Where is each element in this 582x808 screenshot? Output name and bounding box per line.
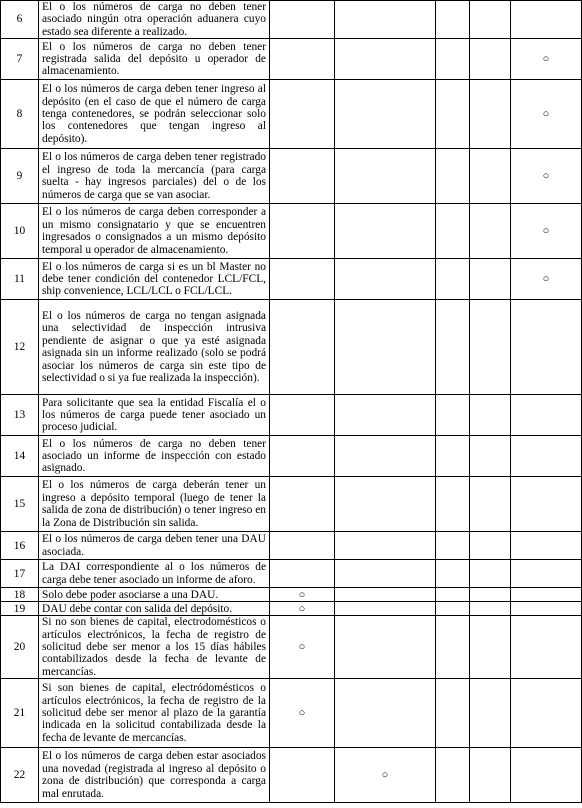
- check-cell: ○: [270, 679, 335, 748]
- check-cell: [470, 602, 511, 616]
- table-row: [1, 39, 582, 80]
- check-cell: ○: [511, 204, 582, 259]
- check-cell: ○: [511, 149, 582, 204]
- row-description: Para solicitante que sea la entidad Fiscalía el o los números de carga puede tener asociado un proceso judicial.: [39, 395, 270, 436]
- check-cell: [511, 748, 582, 803]
- check-cell: [270, 80, 335, 149]
- check-cell: ○: [511, 39, 582, 80]
- check-cell: [470, 679, 511, 748]
- row-description: Solo debe poder asociarse a una DAU.: [39, 588, 270, 602]
- check-cell: [270, 300, 335, 395]
- check-cell: [470, 204, 511, 259]
- check-cell: [436, 602, 470, 616]
- check-cell: [335, 477, 436, 532]
- check-cell: [511, 602, 582, 616]
- row-description: Si son bienes de capital, electródomésticos o artículos electrónicos, la fecha de registro de la solicitud debe ser menor al plazo de la garantía indicada en la solicitud contabilizada desde la fecha de levante de mercancías.: [39, 679, 270, 748]
- row-number: 14: [1, 436, 39, 477]
- check-cell: [511, 436, 582, 477]
- check-cell: [335, 532, 436, 560]
- check-cell: [470, 259, 511, 300]
- check-cell: [436, 436, 470, 477]
- row-description: El o los números de carga deben estar asociados una novedad (registrada al ingreso al depósito o zona de distribución) que corresponda a carga mal enrutada.: [39, 748, 270, 803]
- check-cell: [470, 300, 511, 395]
- check-cell: [470, 1, 511, 39]
- check-cell: [270, 39, 335, 80]
- row-number: 22: [1, 748, 39, 803]
- row-description: La DAI correspondiente al o los números de carga debe tener asociado un informe de aforo.: [39, 560, 270, 588]
- check-cell: [270, 149, 335, 204]
- table-body: [1, 1, 582, 803]
- check-cell: [436, 477, 470, 532]
- check-cell: [270, 477, 335, 532]
- row-description: El o los números de carga deben corresponder a un mismo consignatario y que se encuentren ingresados o consignados a un mismo depósito temporal u operador de almacenamiento.: [39, 204, 270, 259]
- table-row: [1, 259, 582, 300]
- check-cell: [436, 204, 470, 259]
- check-cell: [470, 149, 511, 204]
- table-row: [1, 679, 582, 748]
- check-cell: [270, 532, 335, 560]
- check-cell: [511, 477, 582, 532]
- row-number: 11: [1, 259, 39, 300]
- check-cell: [270, 1, 335, 39]
- row-description: DAU debe contar con salida del depósito.: [39, 602, 270, 616]
- row-description: El o los números de carga si es un bl Master no debe tener condición del contenedor LCL/FCL, ship convenience, LCL/LCL o FCL/LCL.: [39, 259, 270, 300]
- check-cell: [470, 616, 511, 679]
- check-cell: [470, 80, 511, 149]
- check-cell: [436, 395, 470, 436]
- check-cell: [511, 588, 582, 602]
- check-cell: [436, 149, 470, 204]
- row-number: 20: [1, 616, 39, 679]
- check-cell: [436, 532, 470, 560]
- check-cell: [335, 588, 436, 602]
- table-row: [1, 300, 582, 395]
- check-cell: [270, 560, 335, 588]
- row-number: 6: [1, 1, 39, 39]
- check-cell: [335, 149, 436, 204]
- table-row: [1, 477, 582, 532]
- check-cell: [470, 748, 511, 803]
- check-cell: [335, 80, 436, 149]
- row-description: El o los números de carga deben tener registrado el ingreso de toda la mercancía (para carga suelta - hay ingresos parciales) del o de los números de carga que se van asociar.: [39, 149, 270, 204]
- row-number: 13: [1, 395, 39, 436]
- check-cell: [511, 395, 582, 436]
- check-cell: [470, 477, 511, 532]
- check-cell: [436, 80, 470, 149]
- check-cell: [335, 204, 436, 259]
- row-number: 8: [1, 80, 39, 149]
- row-description: El o los números de carga no deben tener asociado ningún otra operación aduanera cuyo estado sea diferente a realizado.: [39, 1, 270, 39]
- row-number: 16: [1, 532, 39, 560]
- check-cell: [470, 588, 511, 602]
- check-cell: [270, 204, 335, 259]
- check-cell: ○: [270, 588, 335, 602]
- row-number: 15: [1, 477, 39, 532]
- check-cell: [436, 39, 470, 80]
- table-row: [1, 204, 582, 259]
- row-number: 9: [1, 149, 39, 204]
- check-cell: ○: [335, 748, 436, 803]
- table-row: [1, 588, 582, 602]
- check-cell: [470, 395, 511, 436]
- check-cell: [335, 560, 436, 588]
- row-number: 7: [1, 39, 39, 80]
- check-cell: [511, 1, 582, 39]
- check-cell: [436, 748, 470, 803]
- table-row: [1, 436, 582, 477]
- check-cell: [335, 602, 436, 616]
- row-number: 19: [1, 602, 39, 616]
- check-cell: [335, 395, 436, 436]
- check-cell: [436, 560, 470, 588]
- check-cell: ○: [270, 616, 335, 679]
- row-description: El o los números de carga deberán tener un ingreso a depósito temporal (luego de tener la salida de zona de distribución) o tener ingreso en la Zona de Distribución sin salida.: [39, 477, 270, 532]
- check-cell: [270, 748, 335, 803]
- check-cell: [335, 679, 436, 748]
- row-description: El o los números de carga deben tener ingreso al depósito (en el caso de que el número de carga tenga contenedores, se podrán seleccionar solo los contenedores que tengan ingreso al depósito).: [39, 80, 270, 149]
- table-row: [1, 602, 582, 616]
- check-cell: ○: [270, 602, 335, 616]
- row-number: 17: [1, 560, 39, 588]
- check-cell: [436, 1, 470, 39]
- check-cell: [511, 560, 582, 588]
- check-cell: [511, 616, 582, 679]
- check-cell: [436, 679, 470, 748]
- check-cell: [335, 39, 436, 80]
- table-row: [1, 1, 582, 39]
- table-row: [1, 80, 582, 149]
- check-cell: [335, 1, 436, 39]
- check-cell: ○: [511, 80, 582, 149]
- check-cell: [335, 300, 436, 395]
- row-description: El o los números de carga no tengan asignada una selectividad de inspección intrusiva pendiente de asignar o que ya esté asignada asignada sin un informe realizado (solo se podrá asociar los números de carga sin este tipo de selectividad o si ya fue realizada la inspección).: [39, 300, 270, 395]
- check-cell: [470, 560, 511, 588]
- table-row: [1, 748, 582, 803]
- check-cell: [335, 259, 436, 300]
- row-number: 21: [1, 679, 39, 748]
- row-description: El o los números de carga deben tener una DAU asociada.: [39, 532, 270, 560]
- table-row: [1, 560, 582, 588]
- table-row: [1, 532, 582, 560]
- row-description: El o los números de carga no deben tener asociado un informe de inspección con estado asignado.: [39, 436, 270, 477]
- row-description: Si no son bienes de capital, electrodomésticos o artículos electrónicos, la fecha de registro de solicitud debe ser menor a los 15 días hábiles contabilizados desde la fecha de levante de mercancías.: [39, 616, 270, 679]
- check-cell: [436, 300, 470, 395]
- check-cell: [511, 300, 582, 395]
- check-cell: [270, 395, 335, 436]
- table-row: [1, 149, 582, 204]
- check-cell: [511, 532, 582, 560]
- row-number: 12: [1, 300, 39, 395]
- table-row: [1, 616, 582, 679]
- check-cell: [270, 259, 335, 300]
- check-cell: [470, 532, 511, 560]
- row-number: 18: [1, 588, 39, 602]
- table-row: [1, 395, 582, 436]
- check-cell: [335, 616, 436, 679]
- row-description: El o los números de carga no deben tener registrada salida del depósito u operador de almacenamiento.: [39, 39, 270, 80]
- check-cell: ○: [511, 259, 582, 300]
- row-number: 10: [1, 204, 39, 259]
- check-cell: [511, 679, 582, 748]
- check-cell: [470, 436, 511, 477]
- check-cell: [335, 436, 436, 477]
- check-cell: [470, 39, 511, 80]
- check-cell: [436, 616, 470, 679]
- check-cell: [270, 436, 335, 477]
- check-cell: [436, 588, 470, 602]
- check-cell: [436, 259, 470, 300]
